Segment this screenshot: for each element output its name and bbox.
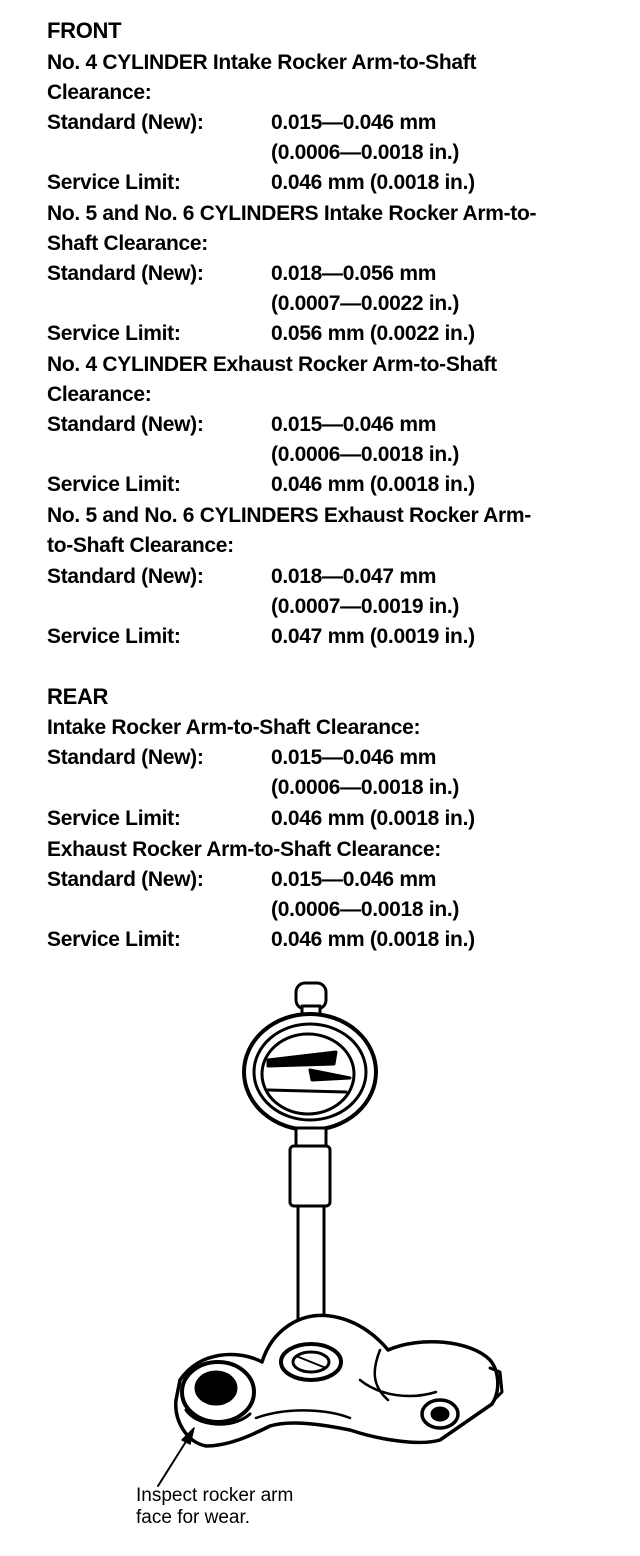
caption-line: face for wear.	[136, 1507, 251, 1528]
rear-heading: REAR	[47, 684, 109, 709]
standard-in-value: (0.0006—0.0018 in.)	[271, 141, 460, 164]
standard-mm-value: 0.015—0.046 mm	[271, 413, 437, 436]
spec-title-line: Intake Rocker Arm-to-Shaft Clearance:	[47, 716, 421, 739]
service-limit-value: 0.056 mm (0.0022 in.)	[271, 322, 475, 345]
spec-title-line: No. 4 CYLINDER Intake Rocker Arm-to-Shaft	[47, 51, 477, 74]
standard-in-value: (0.0007—0.0019 in.)	[271, 595, 460, 618]
spec-title-line: Exhaust Rocker Arm-to-Shaft Clearance:	[47, 838, 441, 861]
service-limit-value: 0.046 mm (0.0018 in.)	[271, 473, 475, 496]
standard-in-value: (0.0006—0.0018 in.)	[271, 898, 460, 921]
standard-label: Standard (New):	[47, 413, 204, 436]
caption-line: Inspect rocker arm	[136, 1485, 294, 1506]
standard-mm-value: 0.015—0.046 mm	[271, 746, 437, 769]
standard-in-value: (0.0007—0.0022 in.)	[271, 292, 460, 315]
spec-title-line: to-Shaft Clearance:	[47, 534, 234, 557]
standard-label: Standard (New):	[47, 868, 204, 891]
standard-mm-value: 0.015—0.046 mm	[271, 111, 437, 134]
service-limit-label: Service Limit:	[47, 171, 181, 194]
standard-in-value: (0.0006—0.0018 in.)	[271, 776, 460, 799]
service-limit-label: Service Limit:	[47, 473, 181, 496]
standard-mm-value: 0.018—0.047 mm	[271, 565, 437, 588]
standard-mm-value: 0.018—0.056 mm	[271, 262, 437, 285]
standard-label: Standard (New):	[47, 565, 204, 588]
service-limit-label: Service Limit:	[47, 322, 181, 345]
service-limit-value: 0.046 mm (0.0018 in.)	[271, 171, 475, 194]
service-limit-label: Service Limit:	[47, 928, 181, 951]
service-limit-value: 0.046 mm (0.0018 in.)	[271, 807, 475, 830]
standard-label: Standard (New):	[47, 746, 204, 769]
standard-label: Standard (New):	[47, 111, 204, 134]
spec-title-line: No. 4 CYLINDER Exhaust Rocker Arm-to-Shaft	[47, 353, 497, 376]
spec-title-line: No. 5 and No. 6 CYLINDERS Intake Rocker Arm-to-	[47, 202, 537, 225]
service-limit-value: 0.047 mm (0.0019 in.)	[271, 625, 475, 648]
spec-title-line: Shaft Clearance:	[47, 232, 208, 255]
spec-title-line: No. 5 and No. 6 CYLINDERS Exhaust Rocker Arm-	[47, 504, 531, 527]
service-limit-label: Service Limit:	[47, 807, 181, 830]
front-heading: FRONT	[47, 18, 122, 43]
spec-title-line: Clearance:	[47, 81, 152, 104]
standard-in-value: (0.0006—0.0018 in.)	[271, 443, 460, 466]
service-limit-value: 0.046 mm (0.0018 in.)	[271, 928, 475, 951]
spec-title-line: Clearance:	[47, 383, 152, 406]
standard-mm-value: 0.015—0.046 mm	[271, 868, 437, 891]
standard-label: Standard (New):	[47, 262, 204, 285]
service-limit-label: Service Limit:	[47, 625, 181, 648]
figure-caption	[136, 1485, 293, 1529]
